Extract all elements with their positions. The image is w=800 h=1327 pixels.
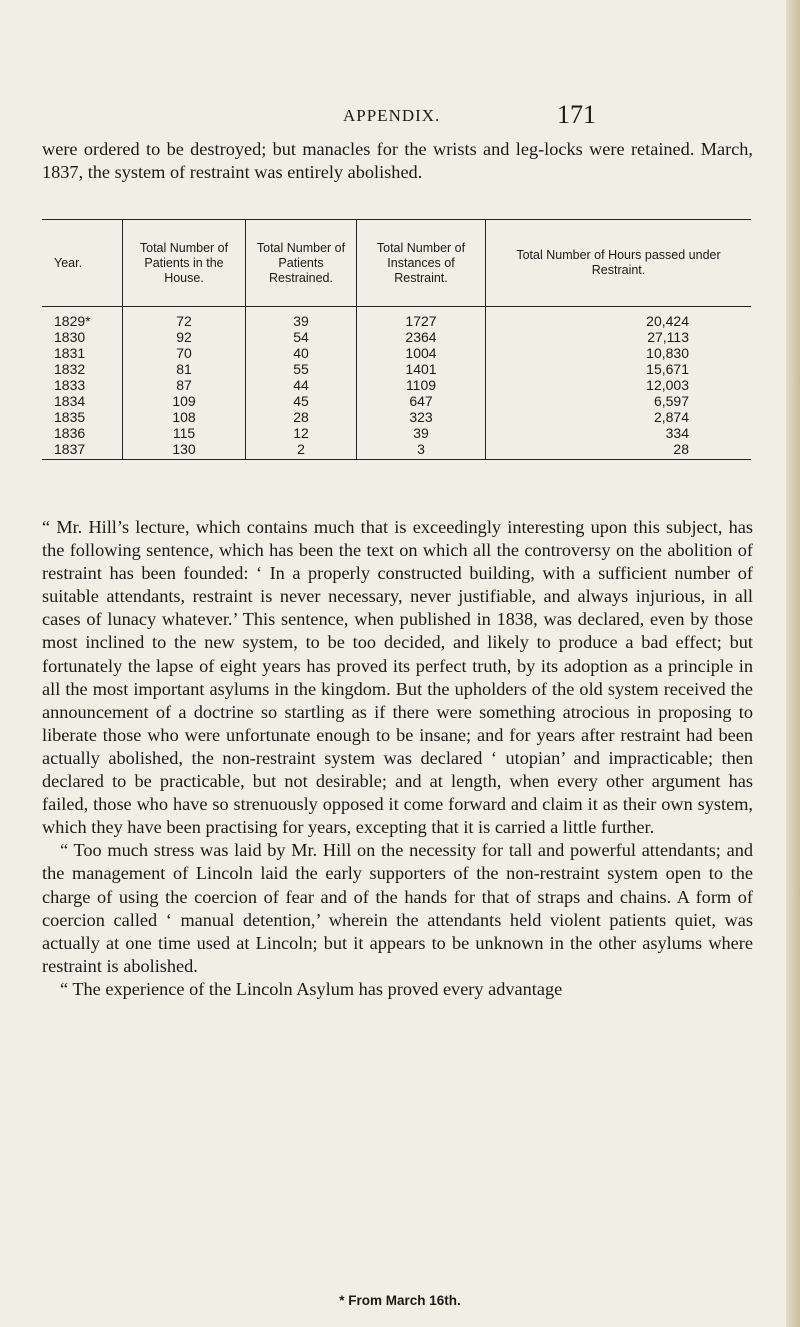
cell-patients: 72	[123, 307, 246, 330]
restraint-statistics-table	[42, 219, 751, 460]
cell-patients: 81	[123, 361, 246, 377]
cell-year: 1831	[54, 345, 86, 361]
cell-year: 1832	[54, 361, 86, 377]
column-header-instances: Total Number of Instances of Restraint.	[357, 220, 486, 307]
table-row	[42, 345, 751, 361]
cell-year: 1829*	[54, 313, 91, 329]
column-header-restrained: Total Number of Patients Restrained.	[246, 220, 357, 307]
column-header-patients: Total Number of Patients in the House.	[123, 220, 246, 307]
cell-patients: 109	[123, 393, 246, 409]
cell-patients: 92	[123, 329, 246, 345]
cell-instances: 2364	[357, 329, 486, 345]
column-header-hours: Total Number of Hours passed under Restraint.	[486, 220, 752, 307]
cell-instances: 1727	[357, 307, 486, 330]
cell-instances: 3	[357, 441, 486, 460]
table-row	[42, 409, 751, 425]
body-text	[42, 516, 753, 1001]
cell-restrained: 40	[246, 345, 357, 361]
cell-restrained: 12	[246, 425, 357, 441]
table-row	[42, 441, 751, 460]
cell-instances: 1004	[357, 345, 486, 361]
cell-hours: 334	[486, 425, 752, 441]
table-row	[42, 329, 751, 345]
cell-restrained: 45	[246, 393, 357, 409]
cell-restrained: 55	[246, 361, 357, 377]
table-row	[42, 361, 751, 377]
body-paragraph: “ Mr. Hill’s lecture, which contains much that is exceedingly interesting upon this subject, has the following sentence, which has been the text on which all the controversy on the abolition of restraint has been founded: ‘ In a properly constructed building, with a sufficient number of suitable attendants, restraint is never necessary, never justifiable, and always injurious, in all cases of lunacy whatever.’ This sentence, when published in 1838, was declared, even by those most inclined to the new system, to be too decided, and likely to produce a bad effect; but fortunately the lapse of eight years has proved its perfect truth, by its adoption as a principle in all the most important asylums in the kingdom. But the upholders of the old system received the announcement of a doctrine so startling as if there were something atrocious in proposing to liberate those who were unfortunate enough to be insane; and for years after restraint had been actually abolished, the non-restraint system was declared ‘ utopian’ and impracticable; then declared to be practicable, but not desirable; and at length, when every other argument has failed, those who have so strenuously opposed it come forward and claim it as their own system, which they have been practising for years, excepting that it is carried a little further.	[42, 517, 753, 838]
cell-restrained: 2	[246, 441, 357, 460]
cell-year: 1835	[54, 409, 86, 425]
table-header-row	[42, 220, 751, 307]
cell-restrained: 44	[246, 377, 357, 393]
cell-patients: 115	[123, 425, 246, 441]
cell-restrained: 28	[246, 409, 357, 425]
cell-year: 1834	[54, 393, 86, 409]
cell-hours: 6,597	[486, 393, 752, 409]
page-number: 171	[557, 100, 596, 129]
cell-instances: 1401	[357, 361, 486, 377]
body-paragraph: “ The experience of the Lincoln Asylum has proved every advantage	[60, 978, 563, 999]
cell-hours: 12,003	[486, 377, 752, 393]
cell-year: 1836	[54, 425, 86, 441]
page-header	[0, 100, 800, 140]
cell-instances: 323	[357, 409, 486, 425]
column-header-year: Year.	[42, 220, 123, 307]
body-paragraph: “ Too much stress was laid by Mr. Hill on the necessity for tall and powerful attendants; and the management of Lincoln laid the early supporters of the non-restraint system open to the charge of using the coercion of fear and of the hands for that of straps and chains. A form of coercion called ‘ manual detention,’ wherein the attendants held violent patients quiet, was actually at one time used at Lincoln; but it appears to be unknown in the other asylums where restraint is abolished.	[42, 840, 753, 976]
cell-hours: 2,874	[486, 409, 752, 425]
table-row	[42, 393, 751, 409]
table-row	[42, 425, 751, 441]
cell-hours: 27,113	[486, 329, 752, 345]
cell-year: 1833	[54, 377, 86, 393]
cell-instances: 39	[357, 425, 486, 441]
cell-year: 1837	[54, 441, 86, 457]
cell-patients: 70	[123, 345, 246, 361]
cell-year: 1830	[54, 329, 86, 345]
cell-hours: 10,830	[486, 345, 752, 361]
cell-patients: 87	[123, 377, 246, 393]
page-edge	[786, 0, 800, 1327]
cell-hours: 20,424	[486, 307, 752, 330]
cell-instances: 647	[357, 393, 486, 409]
intro-text: were ordered to be destroyed; but manacles for the wrists and leg-locks were retained. March, 1837, the system of restraint was entirely abolished.	[42, 139, 753, 183]
table-row	[42, 307, 751, 330]
running-head: APPENDIX.	[343, 106, 441, 125]
cell-restrained: 54	[246, 329, 357, 345]
cell-patients: 130	[123, 441, 246, 460]
cell-instances: 1109	[357, 377, 486, 393]
table-row	[42, 377, 751, 393]
footnote: * From March 16th.	[339, 1293, 461, 1308]
cell-hours: 28	[486, 441, 752, 460]
cell-restrained: 39	[246, 307, 357, 330]
cell-patients: 108	[123, 409, 246, 425]
cell-hours: 15,671	[486, 361, 752, 377]
intro-paragraph	[42, 138, 753, 184]
